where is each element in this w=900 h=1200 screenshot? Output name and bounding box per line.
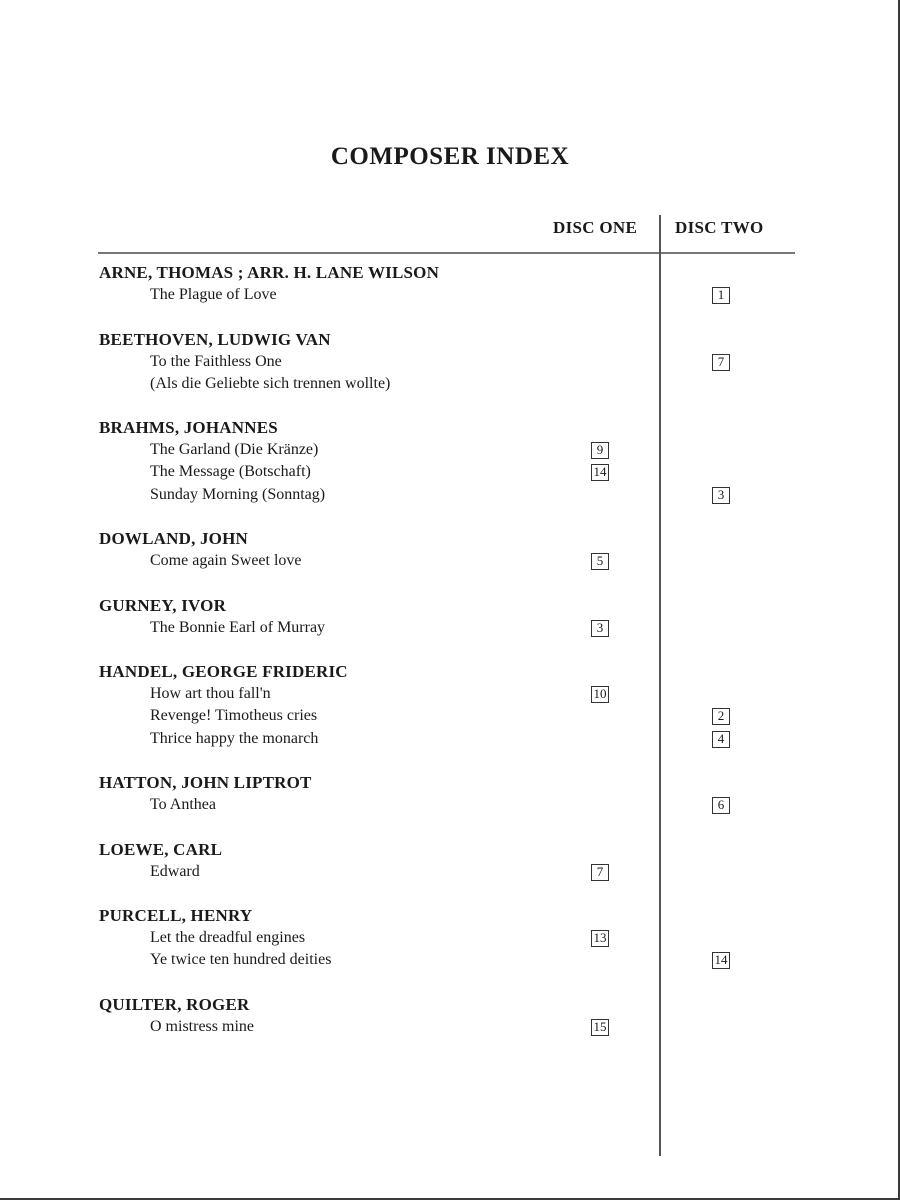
work-title: How art thou fall'n: [150, 685, 271, 702]
work-title: The Plague of Love: [150, 286, 277, 303]
composer-name: PURCELL, HENRY: [99, 906, 253, 925]
page-title: COMPOSER INDEX: [330, 143, 570, 170]
work-title: Edward: [150, 863, 200, 880]
disc-one-track-number: 9: [591, 442, 609, 459]
composer-name: GURNEY, IVOR: [99, 596, 227, 615]
disc-two-track-number: 4: [712, 731, 730, 748]
disc-one-track-number: 7: [591, 864, 609, 881]
disc-two-track-number: 6: [712, 797, 730, 814]
composer-name: QUILTER, ROGER: [99, 995, 250, 1014]
work-title: Sunday Morning (Sonntag): [150, 485, 326, 503]
composer-name: ARNE, THOMAS ; ARR. H. LANE WILSON: [99, 263, 440, 282]
disc-two-track-number: 3: [712, 487, 730, 504]
composer-name: DOWLAND, JOHN: [99, 529, 248, 548]
disc-one-track-number: 13: [591, 930, 609, 947]
work-title: To the Faithless One: [150, 353, 282, 370]
disc-two-track-number: 14: [712, 952, 730, 969]
composer-name: BRAHMS, JOHANNES: [99, 418, 278, 437]
disc-two-track-number: 2: [712, 708, 730, 725]
work-title: Thrice happy the monarch: [150, 729, 319, 747]
composer-name: BEETHOVEN, LUDWIG VAN: [99, 330, 331, 349]
disc-one-track-number: 3: [591, 620, 609, 637]
disc-one-track-number: 14: [591, 464, 609, 481]
disc-two-track-number: 7: [712, 354, 730, 371]
composer-name: HANDEL, GEORGE FRIDERIC: [99, 662, 348, 681]
disc-one-track-number: 5: [591, 553, 609, 570]
column-header-disc-one: DISC ONE: [553, 218, 638, 237]
work-title: The Message (Botschaft): [150, 463, 311, 481]
work-title: To Anthea: [150, 796, 216, 813]
work-title: Ye twice ten hundred deities: [150, 951, 332, 969]
work-title: The Garland (Die Kränze): [150, 441, 319, 458]
composer-name: LOEWE, CARL: [99, 840, 223, 859]
work-title: O mistress mine: [150, 1018, 254, 1035]
disc-two-track-number: 1: [712, 287, 730, 304]
work-title: Let the dreadful engines: [150, 929, 306, 946]
work-title: The Bonnie Earl of Murray: [150, 619, 326, 636]
work-title: (Als die Geliebte sich trennen wollte): [150, 375, 391, 393]
disc-one-track-number: 10: [591, 686, 609, 703]
composer-name: HATTON, JOHN LIPTROT: [99, 773, 312, 792]
work-title: Come again Sweet love: [150, 552, 302, 569]
disc-one-track-number: 15: [591, 1019, 609, 1036]
work-title: Revenge! Timotheus cries: [150, 707, 318, 725]
column-header-disc-two: DISC TWO: [675, 218, 764, 237]
